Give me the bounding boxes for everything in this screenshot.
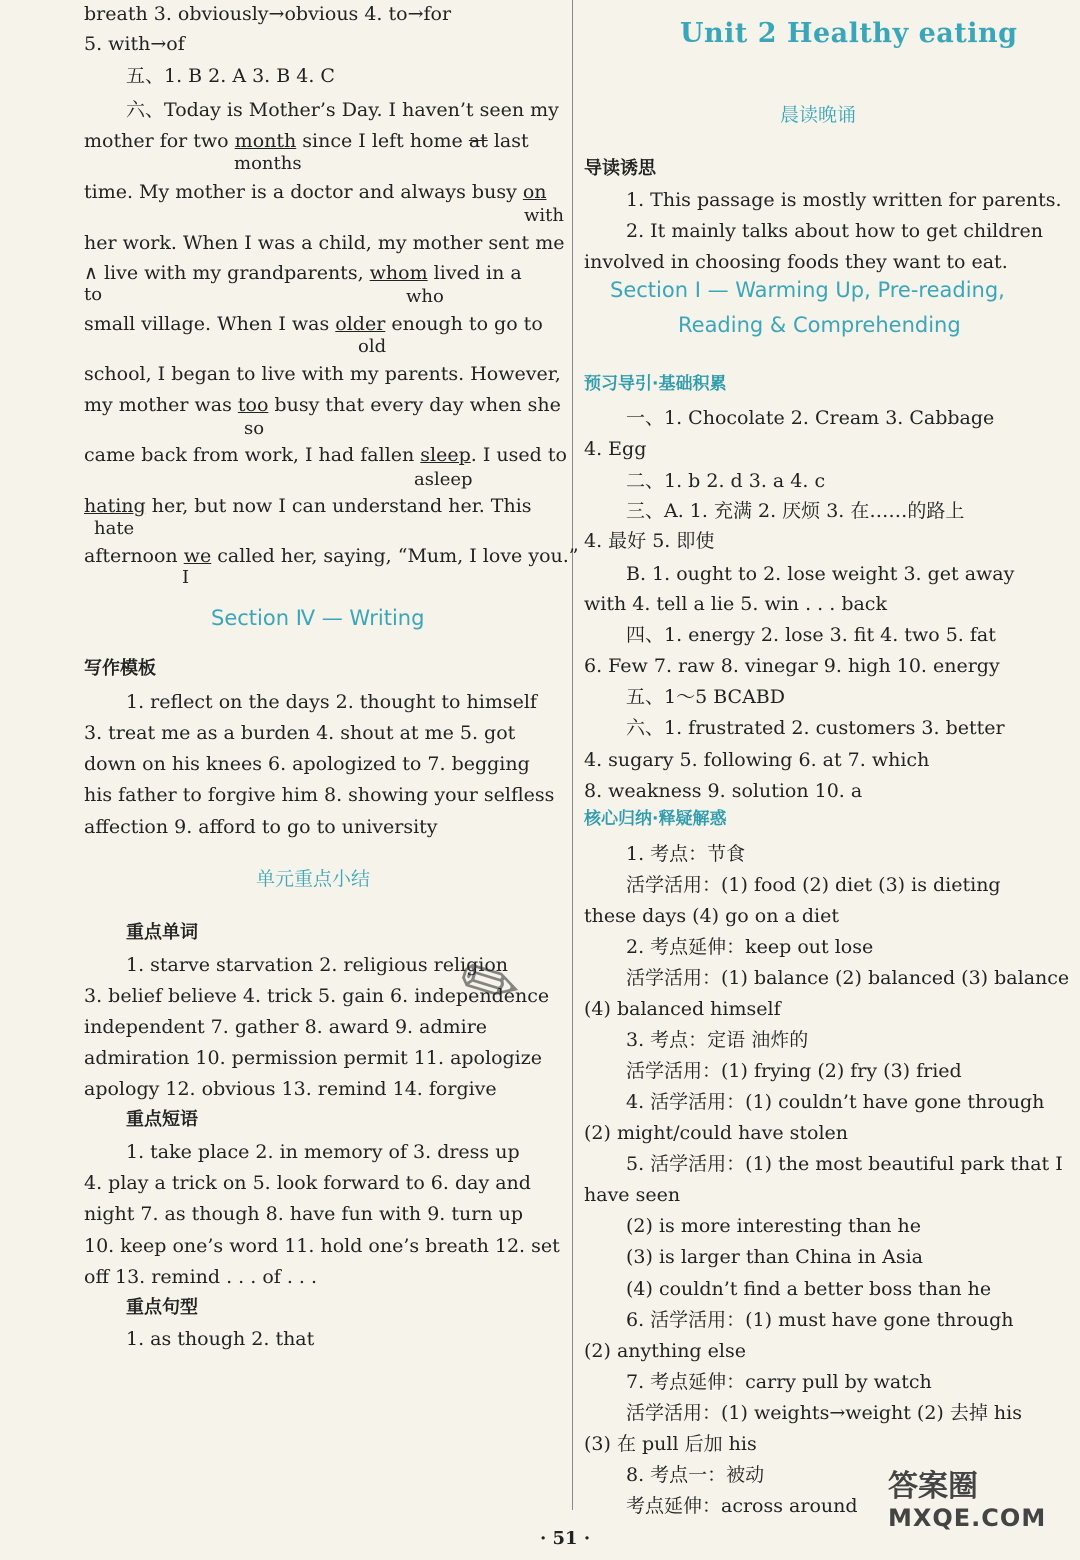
correction: I <box>182 567 190 588</box>
answer-line: 六、Today is Mother’s Day. I haven’t seen my <box>126 99 559 121</box>
answer-line: night 7. as though 8. have fun with 9. turn up <box>84 1203 524 1225</box>
answer-line: down on his knees 6. apologized to 7. begging <box>84 753 530 775</box>
answer-line: 6. 活学活用：(1) must have gone through <box>626 1309 1014 1331</box>
subheading: 重点单词 <box>126 922 198 943</box>
subheading: 导读诱思 <box>584 158 656 179</box>
answer-line: (3) is larger than China in Asia <box>626 1246 923 1268</box>
answer-line: off 13. remind . . . of . . . <box>84 1266 318 1288</box>
subheading: 重点句型 <box>126 1297 198 1318</box>
watermark-cn: 答案圈 <box>888 1469 978 1504</box>
answer-line: 4. 活学活用：(1) couldn’t have gone through <box>626 1091 1045 1113</box>
answer-line: (4) couldn’t find a better boss than he <box>626 1278 992 1300</box>
answer-line: 4. play a trick on 5. look forward to 6. day and <box>84 1172 531 1194</box>
answer-line: 1. starve starvation 2. religious religion <box>126 954 509 976</box>
answer-line: (2) might/could have stolen <box>584 1122 849 1144</box>
answer-line: (3) 在 pull 后加 his <box>584 1433 757 1455</box>
answer-line: (4) balanced himself <box>584 998 781 1020</box>
answer-line: have seen <box>584 1184 681 1206</box>
answer-line: 活学活用：(1) balance (2) balanced (3) balance <box>626 967 1070 989</box>
section-heading: Reading & Comprehending <box>678 313 961 337</box>
answer-line: 3. treat me as a burden 4. shout at me 5. got <box>84 722 516 744</box>
answer-line: 10. keep one’s word 11. hold one’s breath 12. set <box>84 1235 560 1257</box>
answer-line: his father to forgive him 8. showing your selfless <box>84 784 555 806</box>
section-heading: Section Ⅳ — Writing <box>211 606 425 630</box>
answer-line: (2) anything else <box>584 1340 746 1362</box>
answer-line: 5. with→of <box>84 33 185 55</box>
watermark-logo <box>888 1470 1068 1550</box>
handwritten-stamp: ✎ <box>445 933 536 1034</box>
answer-line: 考点延伸：across around <box>626 1495 858 1517</box>
answer-line: 六、1. frustrated 2. customers 3. better <box>626 717 1005 739</box>
answer-line: 1. 考点：节食 <box>626 843 746 865</box>
answer-line: 五、1～5 BCABD <box>626 686 785 708</box>
subheading: 核心归纳·释疑解惑 <box>584 809 727 829</box>
unit-title: Unit 2 Healthy eating <box>680 18 1018 49</box>
answer-line: 2. 考点延伸：keep out lose <box>626 936 874 958</box>
answer-line: 五、1. B 2. A 3. B 4. C <box>126 65 335 87</box>
answer-line: 二、1. b 2. d 3. a 4. c <box>626 470 826 492</box>
answer-line: 活学活用：(1) food (2) diet (3) is dieting <box>626 874 1001 896</box>
correction: hate <box>94 518 135 539</box>
answer-line: 1. This passage is mostly written for parents. <box>626 189 1062 211</box>
answer-line: with 4. tell a lie 5. win . . . back <box>584 593 887 615</box>
essay-line: her work. When I was a child, my mother sent me <box>84 232 565 254</box>
answer-line: 3. 考点：定语 油炸的 <box>626 1029 809 1051</box>
subheading: 写作模板 <box>84 658 156 679</box>
essay-line: mother for two month since I left home at last <box>84 130 529 152</box>
section-heading: Section Ⅰ — Warming Up, Pre-reading, <box>610 278 1005 302</box>
essay-line: came back from work, I had fallen sleep. I used to <box>84 444 567 466</box>
answer-line: 7. 考点延伸：carry pull by watch <box>626 1371 932 1393</box>
correction: asleep <box>414 469 473 490</box>
correction: with <box>524 205 564 226</box>
summary-heading: 单元重点小结 <box>256 868 371 890</box>
essay-line: afternoon we called her, saying, “Mum, I love you.” <box>84 545 579 567</box>
essay-line: ∧ live with my grandparents, whom lived in a <box>84 262 522 284</box>
answer-line: 3. belief believe 4. trick 5. gain 6. independence <box>84 985 550 1007</box>
answer-line: 4. Egg <box>584 438 647 460</box>
answer-line: involved in choosing foods they want to eat. <box>584 251 1008 273</box>
essay-line: school, I began to live with my parents. However, <box>84 363 561 385</box>
answer-line: 活学活用：(1) frying (2) fry (3) fried <box>626 1060 962 1082</box>
answer-line: 1. take place 2. in memory of 3. dress up <box>126 1141 520 1163</box>
answer-line: 1. reflect on the days 2. thought to himself <box>126 691 537 713</box>
page-number: · 51 · <box>540 1528 591 1549</box>
answer-line: 三、A. 1. 充满 2. 厌烦 3. 在……的路上 <box>626 500 965 522</box>
answer-line: 8. 考点一：被动 <box>626 1464 765 1486</box>
column-divider <box>572 0 573 1510</box>
answer-line: B. 1. ought to 2. lose weight 3. get away <box>626 563 1015 585</box>
subheading: 预习导引·基础积累 <box>584 374 727 394</box>
essay-line: my mother was too busy that every day when she <box>84 394 561 416</box>
section-heading: 晨读晚诵 <box>780 104 857 126</box>
answer-line: admiration 10. permission permit 11. apologize <box>84 1047 543 1069</box>
answer-line: 4. 最好 5. 即使 <box>584 530 715 552</box>
answer-line: breath 3. obviously→obvious 4. to→for <box>84 3 452 25</box>
answer-line: independent 7. gather 8. award 9. admire <box>84 1016 488 1038</box>
answer-line: 4. sugary 5. following 6. at 7. which <box>584 749 930 771</box>
answer-line: (2) is more interesting than he <box>626 1215 922 1237</box>
answer-line: 6. Few 7. raw 8. vinegar 9. high 10. energy <box>584 655 1000 677</box>
essay-line: hating her, but now I can understand her. This <box>84 495 532 517</box>
essay-line: small village. When I was older enough to go to <box>84 313 543 335</box>
correction: who <box>406 286 444 307</box>
correction: to <box>84 284 103 305</box>
answer-line: 一、1. Chocolate 2. Cream 3. Cabbage <box>626 407 995 429</box>
correction: old <box>358 336 387 357</box>
answer-line: 8. weakness 9. solution 10. a <box>584 780 863 802</box>
answer-line: apology 12. obvious 13. remind 14. forgive <box>84 1078 497 1100</box>
answer-line: 四、1. energy 2. lose 3. fit 4. two 5. fat <box>626 624 996 646</box>
correction: months <box>234 153 302 174</box>
watermark-text: MXQE.COM <box>888 1504 1047 1532</box>
answer-line: 2. It mainly talks about how to get children <box>626 220 1043 242</box>
answer-line: 1. as though 2. that <box>126 1328 315 1350</box>
answer-line: these days (4) go on a diet <box>584 905 839 927</box>
subheading: 重点短语 <box>126 1109 198 1130</box>
answer-line: 5. 活学活用：(1) the most beautiful park that I <box>626 1153 1063 1175</box>
answer-line: affection 9. afford to go to university <box>84 816 438 838</box>
answer-line: 活学活用：(1) weights→weight (2) 去掉 his <box>626 1402 1022 1424</box>
correction: so <box>244 418 265 439</box>
essay-line: time. My mother is a doctor and always busy on <box>84 181 547 203</box>
